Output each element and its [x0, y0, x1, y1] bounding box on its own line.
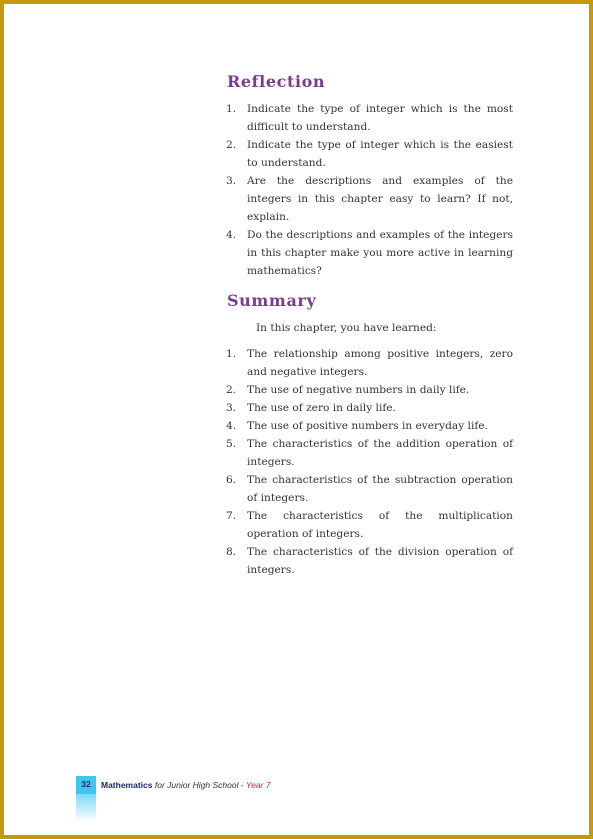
- footer-year: Year 7: [245, 780, 271, 790]
- list-item: [226, 507, 513, 543]
- list-item: [226, 345, 513, 381]
- summary-list: [226, 345, 513, 579]
- item-text: Are the descriptions and examples of the integers in this chapter easy to learn? If not, explain.: [247, 175, 513, 223]
- item-text: The characteristics of the division operation of integers.: [247, 546, 513, 576]
- item-number: 5.: [226, 438, 237, 450]
- item-number: 1.: [226, 103, 237, 115]
- footer-subject: Mathematics: [101, 780, 153, 790]
- item-text: The use of negative numbers in daily life.: [247, 384, 470, 396]
- list-item: [226, 172, 513, 226]
- item-number: 4.: [226, 229, 237, 241]
- list-item: [226, 381, 513, 399]
- list-item: [226, 471, 513, 507]
- item-text: The use of positive numbers in everyday life.: [247, 420, 488, 432]
- item-number: 1.: [226, 348, 237, 360]
- list-item: [226, 543, 513, 579]
- footer-level: for Junior High School -: [152, 780, 246, 790]
- page-number: 32: [76, 776, 96, 794]
- list-item: [226, 136, 513, 172]
- page-tab-decoration: [76, 794, 96, 822]
- item-number: 2.: [226, 384, 237, 396]
- list-item: [226, 435, 513, 471]
- page-footer: [76, 776, 270, 794]
- content-column: [226, 72, 513, 579]
- item-text: Do the descriptions and examples of the integers in this chapter make you more active in learning mathematics?: [247, 229, 513, 277]
- item-text: The characteristics of the multiplication operation of integers.: [247, 510, 513, 540]
- summary-intro: In this chapter, you have learned:: [256, 322, 437, 334]
- list-item: [226, 399, 513, 417]
- list-item: [226, 100, 513, 136]
- item-number: 2.: [226, 139, 237, 151]
- summary-heading: Summary: [227, 291, 317, 310]
- list-item: [226, 417, 513, 435]
- item-number: 3.: [226, 402, 237, 414]
- item-text: The characteristics of the addition operation of integers.: [247, 438, 513, 468]
- item-text: The use of zero in daily life.: [247, 402, 396, 414]
- item-text: The relationship among positive integers, zero and negative integers.: [247, 348, 513, 378]
- item-text: The characteristics of the subtraction operation of integers.: [247, 474, 513, 504]
- running-footer: [101, 780, 270, 790]
- item-text: Indicate the type of integer which is the most difficult to understand.: [247, 103, 513, 133]
- item-number: 8.: [226, 546, 237, 558]
- item-number: 4.: [226, 420, 237, 432]
- item-number: 6.: [226, 474, 237, 486]
- item-text: Indicate the type of integer which is the easiest to understand.: [247, 139, 513, 169]
- reflection-heading: Reflection: [227, 72, 326, 91]
- item-number: 3.: [226, 175, 237, 187]
- reflection-list: [226, 100, 513, 280]
- item-number: 7.: [226, 510, 237, 522]
- list-item: [226, 226, 513, 280]
